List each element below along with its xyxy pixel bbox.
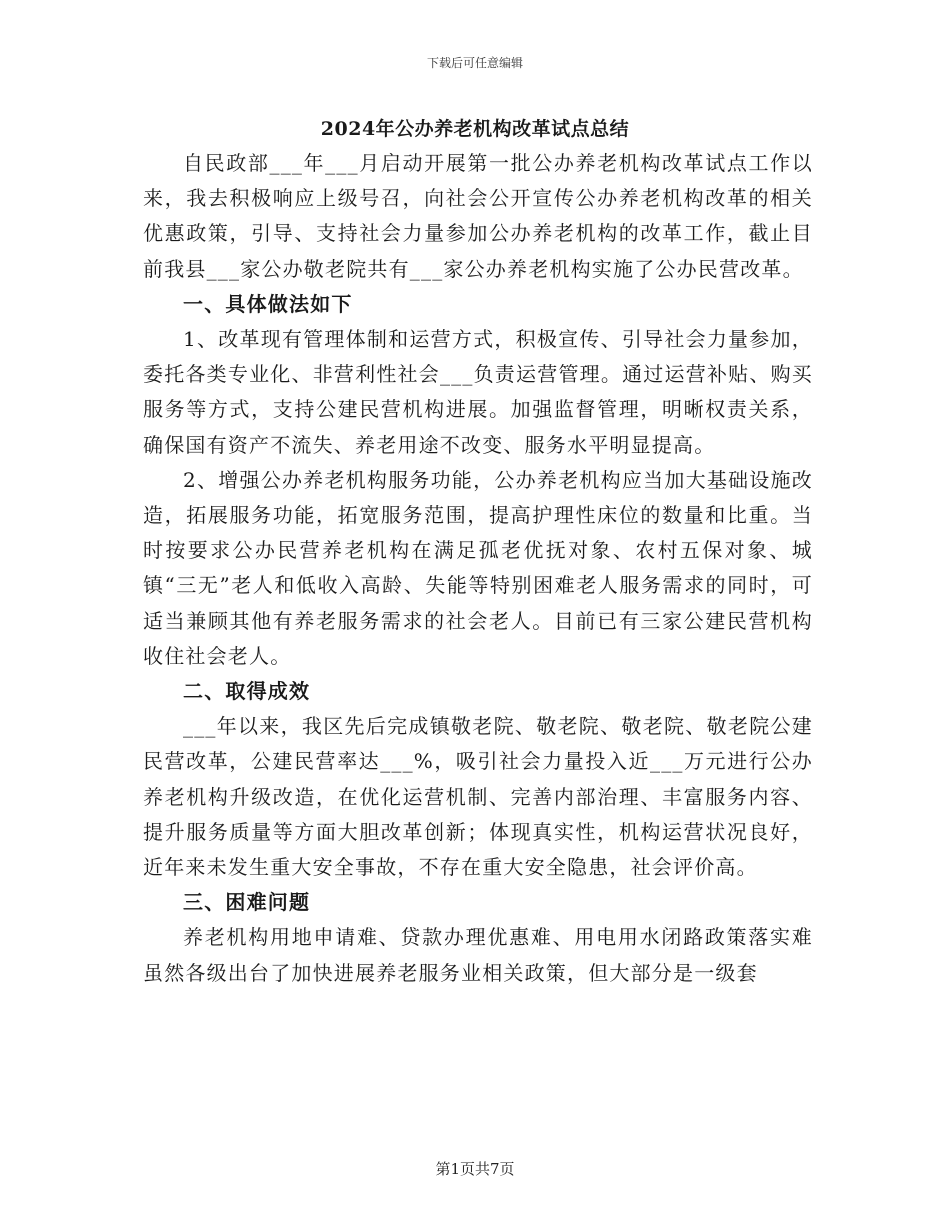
- document-body: [143, 146, 813, 991]
- document-title: 2024年公办养老机构改革试点总结: [320, 118, 630, 140]
- section-heading-1: 一、具体做法如下: [183, 291, 353, 316]
- page-footer: 第1页共7页: [435, 1160, 515, 1178]
- section2-paragraph-1: ___年以来，我区先后完成镇敬老院、敬老院、敬老院、敬老院公建民营改革，公建民营率达___%，吸引社会力量投入近___万元进行公办养老机构升级改造，在优化运营机制、完善内部治理、丰富服务内容、提升服务质量等方面大胆改革创新；体现真实性，机构运营状况良好，近年来未发生重大安全事故，不存在重大安全隐患，社会评价高。: [143, 714, 813, 880]
- section3-paragraph-1: 养老机构用地申请难、贷款办理优惠难、用电用水闭路政策落实难虽然各级出台了加快进展养老服务业相关政策，但大部分是一级套: [143, 925, 813, 985]
- section-heading-2: 二、取得成效: [183, 679, 311, 704]
- page-header-note: 下载后可任意编辑: [426, 56, 523, 70]
- section-heading-3: 三、困难问题: [183, 890, 311, 915]
- intro-paragraph: 自民政部___年___月启动开展第一批公办养老机构改革试点工作以来，我去积极响应上级号召，向社会公开宣传公办养老机构改革的相关优惠政策，引导、支持社会力量参加公办养老机构的改革工作，截止目前我县___家公办敬老院共有___家公办养老机构实施了公办民营改革。: [143, 151, 813, 281]
- section1-paragraph-1: 1、改革现有管理体制和运营方式，积极宣传、引导社会力量参加，委托各类专业化、非营利性社会___负责运营管理。通过运营补贴、购买服务等方式，支持公建民营机构进展。加强监督管理，明晰权责关系，确保国有资产不流失、养老用途不改变、服务水平明显提高。: [143, 327, 813, 457]
- section1-paragraph-2: 2、增强公办养老机构服务功能，公办养老机构应当加大基础设施改造，拓展服务功能，拓宽服务范围，提高护理性床位的数量和比重。当时按要求公办民营养老机构在满足孤老优抚对象、农村五保对象、城镇“三无”老人和低收入高龄、失能等特别困难老人服务需求的同时，可适当兼顾其他有养老服务需求的社会老人。目前已有三家公建民营机构收住社会老人。: [143, 467, 813, 668]
